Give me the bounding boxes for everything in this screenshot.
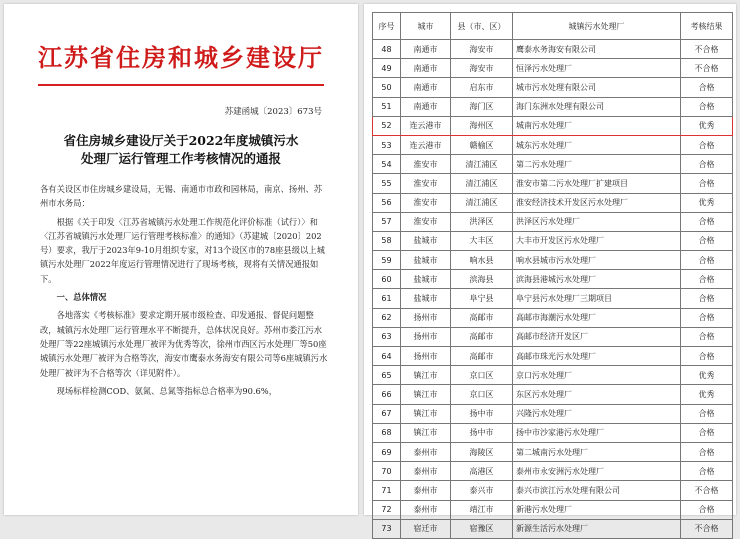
table-row bbox=[373, 97, 733, 116]
cell-plant: 淮安市第二污水处理厂扩建项目 bbox=[513, 174, 681, 193]
cell-no: 72 bbox=[373, 500, 401, 519]
cell-city: 镇江市 bbox=[401, 423, 451, 442]
cell-no: 54 bbox=[373, 155, 401, 174]
cell-city: 淮安市 bbox=[401, 155, 451, 174]
cell-no: 56 bbox=[373, 193, 401, 212]
header-county: 县（市、区） bbox=[451, 13, 513, 40]
cell-city: 宿迁市 bbox=[401, 519, 451, 538]
document-number: 苏建函城〔2023〕673号 bbox=[224, 107, 322, 117]
cell-city: 淮安市 bbox=[401, 212, 451, 231]
table-body bbox=[373, 40, 733, 539]
cell-city: 扬州市 bbox=[401, 308, 451, 327]
table-row bbox=[373, 289, 733, 308]
cell-no: 58 bbox=[373, 231, 401, 250]
cell-county: 高邮市 bbox=[451, 347, 513, 366]
cell-city: 盐城市 bbox=[401, 251, 451, 270]
cell-result: 优秀 bbox=[681, 193, 733, 212]
cell-county: 高邮市 bbox=[451, 308, 513, 327]
cell-plant: 新港污水处理厂 bbox=[513, 500, 681, 519]
cell-result: 优秀 bbox=[681, 116, 733, 135]
paragraph-2: 各地落实《考核标准》要求定期开展市级检查、印发通报、督促问题整改，城镇污水处理厂运行管理水平不断提升，总体状况良好。苏州市娄江污水处理厂等22座城镇污水处理厂被评为优秀等次，徐州市西区污水处理厂等50座城镇污水处理厂被评为合格等次，海安市鹰泰水务海安有限公司等6座城镇污水处理厂被评为不合格等次（详见附件）。 bbox=[40, 310, 328, 378]
table-row bbox=[373, 481, 733, 500]
table-row bbox=[373, 116, 733, 135]
cell-plant: 泰兴市滨江污水处理有限公司 bbox=[513, 481, 681, 500]
cell-result: 不合格 bbox=[681, 519, 733, 538]
cell-result: 优秀 bbox=[681, 385, 733, 404]
red-divider-line bbox=[38, 84, 324, 86]
table-row bbox=[373, 327, 733, 346]
document-title bbox=[4, 132, 358, 168]
paragraph-3: 现场标样检测COD、氨氮、总氮等指标总合格率为90.6%， bbox=[56, 385, 277, 396]
table-row bbox=[373, 366, 733, 385]
table-row bbox=[373, 385, 733, 404]
table-row bbox=[373, 78, 733, 97]
cell-county: 大丰区 bbox=[451, 231, 513, 250]
cell-county: 海安市 bbox=[451, 40, 513, 59]
cell-city: 连云港市 bbox=[401, 135, 451, 154]
cell-plant: 淮安经济技术开发区污水处理厂 bbox=[513, 193, 681, 212]
cell-no: 57 bbox=[373, 212, 401, 231]
cell-plant: 东区污水处理厂 bbox=[513, 385, 681, 404]
cell-no: 69 bbox=[373, 442, 401, 461]
table-row bbox=[373, 404, 733, 423]
cell-no: 48 bbox=[373, 40, 401, 59]
cell-plant: 高邮市珠光污水处理厂 bbox=[513, 347, 681, 366]
header-no: 序号 bbox=[373, 13, 401, 40]
cell-city: 南通市 bbox=[401, 59, 451, 78]
cell-city: 镇江市 bbox=[401, 404, 451, 423]
cell-no: 70 bbox=[373, 462, 401, 481]
cell-county: 启东市 bbox=[451, 78, 513, 97]
cell-result: 合格 bbox=[681, 462, 733, 481]
header-city: 城市 bbox=[401, 13, 451, 40]
cell-plant: 第二污水处理厂 bbox=[513, 155, 681, 174]
cell-result: 不合格 bbox=[681, 40, 733, 59]
cell-county: 高邮市 bbox=[451, 327, 513, 346]
cell-no: 51 bbox=[373, 97, 401, 116]
cell-city: 镇江市 bbox=[401, 385, 451, 404]
section-heading-1: 一、总体情况 bbox=[56, 292, 107, 303]
cell-result: 合格 bbox=[681, 308, 733, 327]
cell-city: 南通市 bbox=[401, 40, 451, 59]
cell-county: 赣榆区 bbox=[451, 135, 513, 154]
cell-no: 61 bbox=[373, 289, 401, 308]
cell-city: 淮安市 bbox=[401, 174, 451, 193]
cell-result: 合格 bbox=[681, 270, 733, 289]
cell-county: 洪泽区 bbox=[451, 212, 513, 231]
cell-county: 京口区 bbox=[451, 385, 513, 404]
table-row bbox=[373, 174, 733, 193]
table-row bbox=[373, 155, 733, 174]
cell-county: 海州区 bbox=[451, 116, 513, 135]
cell-city: 泰州市 bbox=[401, 481, 451, 500]
cell-result: 合格 bbox=[681, 327, 733, 346]
cell-city: 淮安市 bbox=[401, 193, 451, 212]
cell-result: 合格 bbox=[681, 442, 733, 461]
cell-no: 73 bbox=[373, 519, 401, 538]
cell-county: 滨海县 bbox=[451, 270, 513, 289]
cell-plant: 高邮市经济开发区厂 bbox=[513, 327, 681, 346]
cell-county: 泰兴市 bbox=[451, 481, 513, 500]
table-row bbox=[373, 423, 733, 442]
cell-plant: 兴隆污水处理厂 bbox=[513, 404, 681, 423]
cell-county: 响水县 bbox=[451, 251, 513, 270]
cell-city: 镇江市 bbox=[401, 366, 451, 385]
cell-no: 71 bbox=[373, 481, 401, 500]
cell-plant: 鹰泰水务海安有限公司 bbox=[513, 40, 681, 59]
table-row bbox=[373, 308, 733, 327]
cell-plant: 新源生活污水处理厂 bbox=[513, 519, 681, 538]
document-page-left bbox=[4, 4, 358, 515]
table-row bbox=[373, 212, 733, 231]
cell-no: 53 bbox=[373, 135, 401, 154]
cell-no: 52 bbox=[373, 116, 401, 135]
cell-county: 靖江市 bbox=[451, 500, 513, 519]
cell-plant: 恒泽污水处理厂 bbox=[513, 59, 681, 78]
cell-county: 京口区 bbox=[451, 366, 513, 385]
cell-no: 59 bbox=[373, 251, 401, 270]
cell-result: 合格 bbox=[681, 251, 733, 270]
cell-city: 盐城市 bbox=[401, 231, 451, 250]
cell-result: 合格 bbox=[681, 97, 733, 116]
table-row bbox=[373, 462, 733, 481]
table-row bbox=[373, 519, 733, 538]
cell-plant: 扬中市沙家港污水处理厂 bbox=[513, 423, 681, 442]
cell-city: 泰州市 bbox=[401, 462, 451, 481]
cell-plant: 城市污水处理有限公司 bbox=[513, 78, 681, 97]
header-plant: 城镇污水处理厂 bbox=[513, 13, 681, 40]
title-line-1: 省住房城乡建设厅关于2022年度城镇污水 bbox=[63, 133, 299, 148]
cell-plant: 阜宁县污水处理厂三期项目 bbox=[513, 289, 681, 308]
cell-result: 合格 bbox=[681, 404, 733, 423]
cell-plant: 京口污水处理厂 bbox=[513, 366, 681, 385]
cell-plant: 大丰市开发区污水处理厂 bbox=[513, 231, 681, 250]
document-page-right bbox=[364, 4, 736, 534]
cell-result: 合格 bbox=[681, 212, 733, 231]
cell-result: 合格 bbox=[681, 500, 733, 519]
cell-no: 55 bbox=[373, 174, 401, 193]
table-row bbox=[373, 59, 733, 78]
cell-no: 66 bbox=[373, 385, 401, 404]
cell-county: 海安市 bbox=[451, 59, 513, 78]
cell-no: 60 bbox=[373, 270, 401, 289]
cell-result: 合格 bbox=[681, 423, 733, 442]
cell-county: 宿豫区 bbox=[451, 519, 513, 538]
cell-county: 海陵区 bbox=[451, 442, 513, 461]
table-header-row bbox=[373, 13, 733, 40]
cell-county: 清江浦区 bbox=[451, 155, 513, 174]
cell-plant: 城东污水处理厂 bbox=[513, 135, 681, 154]
cell-no: 67 bbox=[373, 404, 401, 423]
cell-no: 50 bbox=[373, 78, 401, 97]
table-row bbox=[373, 231, 733, 250]
cell-result: 不合格 bbox=[681, 59, 733, 78]
cell-county: 海门区 bbox=[451, 97, 513, 116]
cell-county: 高港区 bbox=[451, 462, 513, 481]
table-row bbox=[373, 500, 733, 519]
cell-plant: 响水县城市污水处理厂 bbox=[513, 251, 681, 270]
addressee: 各有关设区市住房城乡建设局，无锡、南通市市政和园林局，南京、扬州、苏州市水务局： bbox=[40, 184, 323, 209]
agency-header: 江苏省住房和城乡建设厅 bbox=[38, 43, 324, 72]
cell-result: 合格 bbox=[681, 231, 733, 250]
cell-no: 49 bbox=[373, 59, 401, 78]
cell-city: 盐城市 bbox=[401, 289, 451, 308]
cell-plant: 第二城南污水处理厂 bbox=[513, 442, 681, 461]
cell-plant: 泰州市永安洲污水处理厂 bbox=[513, 462, 681, 481]
cell-result: 合格 bbox=[681, 135, 733, 154]
cell-plant: 海门东洲水处理有限公司 bbox=[513, 97, 681, 116]
cell-city: 南通市 bbox=[401, 97, 451, 116]
cell-city: 泰州市 bbox=[401, 500, 451, 519]
table-row bbox=[373, 442, 733, 461]
cell-city: 南通市 bbox=[401, 78, 451, 97]
cell-city: 连云港市 bbox=[401, 116, 451, 135]
table-row bbox=[373, 135, 733, 154]
cell-county: 扬中市 bbox=[451, 423, 513, 442]
cell-county: 清江浦区 bbox=[451, 174, 513, 193]
table-row bbox=[373, 251, 733, 270]
assessment-table bbox=[372, 12, 733, 539]
cell-plant: 洪泽区污水处理厂 bbox=[513, 212, 681, 231]
cell-plant: 城南污水处理厂 bbox=[513, 116, 681, 135]
cell-result: 不合格 bbox=[681, 481, 733, 500]
cell-city: 盐城市 bbox=[401, 270, 451, 289]
cell-county: 阜宁县 bbox=[451, 289, 513, 308]
cell-plant: 滨海县港城污水处理厂 bbox=[513, 270, 681, 289]
cell-city: 泰州市 bbox=[401, 442, 451, 461]
title-line-2: 处理厂运行管理工作考核情况的通报 bbox=[80, 151, 281, 166]
cell-no: 64 bbox=[373, 347, 401, 366]
table-row bbox=[373, 270, 733, 289]
table-row bbox=[373, 347, 733, 366]
table-row bbox=[373, 40, 733, 59]
paragraph-1: 根据《关于印发〈江苏省城镇污水处理工作规范化评价标准（试行）〉和〈江苏省城镇污水处理厂运行管理考核标准〉的通知》（苏建城〔2020〕202号）要求，我厅于2023年9-10月组织专家，对13个设区市的78座县级以上城镇污水处理厂2022年度运行管理情况进行了现场考核，现将有关情况通报如下。 bbox=[40, 216, 325, 284]
cell-no: 65 bbox=[373, 366, 401, 385]
cell-plant: 高邮市海潮污水处理厂 bbox=[513, 308, 681, 327]
document-body bbox=[40, 182, 328, 402]
cell-result: 优秀 bbox=[681, 366, 733, 385]
cell-county: 扬中市 bbox=[451, 404, 513, 423]
cell-result: 合格 bbox=[681, 347, 733, 366]
cell-no: 63 bbox=[373, 327, 401, 346]
cell-result: 合格 bbox=[681, 174, 733, 193]
cell-no: 62 bbox=[373, 308, 401, 327]
table-row bbox=[373, 193, 733, 212]
cell-city: 扬州市 bbox=[401, 327, 451, 346]
cell-result: 合格 bbox=[681, 155, 733, 174]
cell-result: 合格 bbox=[681, 289, 733, 308]
cell-county: 清江浦区 bbox=[451, 193, 513, 212]
header-result: 考核结果 bbox=[681, 13, 733, 40]
cell-city: 扬州市 bbox=[401, 347, 451, 366]
cell-result: 合格 bbox=[681, 78, 733, 97]
cell-no: 68 bbox=[373, 423, 401, 442]
